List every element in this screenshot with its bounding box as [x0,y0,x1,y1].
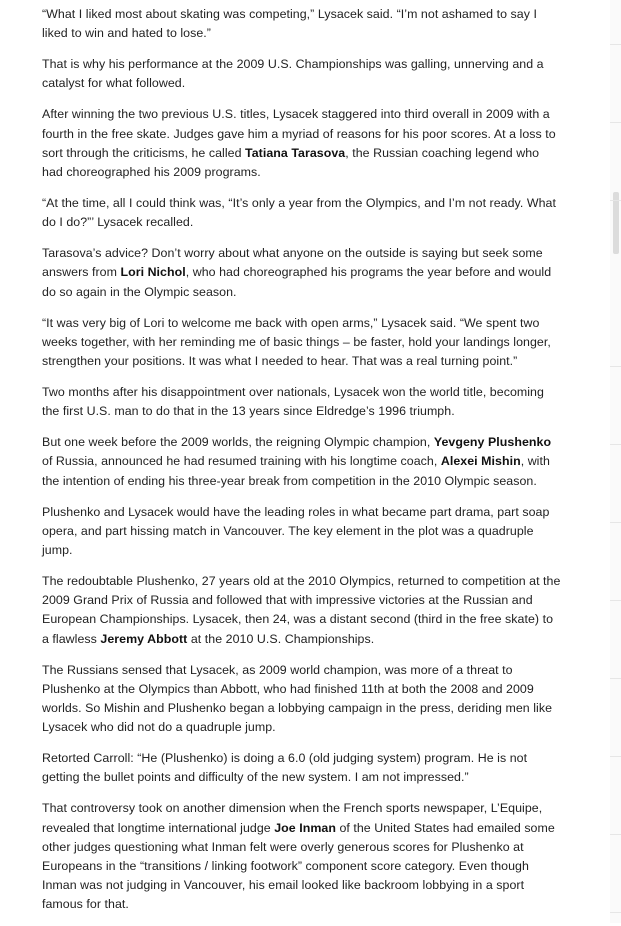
rail-divider [610,522,621,523]
text-run: But one week before the 2009 worlds, the reigning Olympic champion, [42,435,434,450]
text-run: , the Russian coaching legend who had choreographed his 2009 programs. [42,145,540,180]
paragraph [42,799,562,914]
rail-divider [610,678,621,679]
person-name: Alexei Mishin [440,454,521,469]
rail-divider [610,366,621,367]
paragraph [42,503,562,561]
rail-divider [610,44,621,45]
text-run: of Russia, announced he had resumed training with his longtime coach, [42,454,441,469]
paragraph [42,244,562,302]
text-run: “It was very big of Lori to welcome me back with open arms,” Lysacek said. “We spent two weeks together, with her reminding me of basic things – be faster, hold your landings longer, strengthen your positions. It was what I needed to hear. That was a real turning point.” [42,315,551,369]
rail-divider [610,912,621,913]
side-rail [610,0,621,923]
person-name: Jeremy Abbott [100,631,188,646]
person-name: Joe Inman [274,820,336,835]
rail-divider [610,834,621,835]
text-run: , who had choreographed his programs the year before and would do so again in the Olympic season. [42,265,552,299]
paragraph [42,314,562,372]
text-run: , with the intention of ending his three-year break from competition in the 2010 Olympic season. [42,454,550,488]
paragraph [42,749,562,787]
paragraph [42,433,562,491]
paragraph [42,572,562,649]
paragraph [42,661,562,738]
paragraph [42,194,562,232]
rail-divider [610,200,621,201]
text-run: of the United States had emailed some other judges questioning what Inman felt were overly generous scores for Plushenko at Europeans in the “transitions / linking footwork” component score category. Even though Inman was not judging in Vancouver, his email looked like backroom lobbying in a sport famous for that. [42,820,555,912]
text-run: Tarasova’s advice? Don’t worry about what anyone on the outside is saying but seek some answers from [42,246,543,280]
text-run: That is why his performance at the 2009 U.S. Championships was galling, unnerving and a catalyst for what followed. [42,57,544,91]
text-run: at the 2010 U.S. Championships. [187,631,375,646]
rail-divider [610,122,621,123]
paragraph [42,55,562,93]
text-run: That controversy took on another dimension when the French sports newspaper, L’Equipe, revealed that longtime international judge [42,801,543,835]
text-run: After winning the two previous U.S. titles, Lysacek staggered into third overall in 2009 with a fourth in the free skate. Judges gave him a myriad of reasons for his poor scores. At a loss to sort through the criticisms, he called [42,107,556,160]
text-run: The Russians sensed that Lysacek, as 2009 world champion, was more of a threat to Plushenko at the Olympics than Abbott, who had finished 11th at both the 2008 and 2009 worlds. So Mishin and Plushenko began a lobbying campaign in the press, deriding men like Lysacek who did not do a quadruple jump. [42,662,553,735]
text-run: Two months after his disappointment over nationals, Lysacek won the world title, becoming the first U.S. man to do that in the 13 years since Eldredge’s 1996 triumph. [42,385,544,419]
rail-divider [610,756,621,757]
rail-divider [610,600,621,601]
person-name: Tatiana Tarasova [245,145,346,160]
paragraph [42,5,562,43]
paragraph [42,383,562,421]
paragraph [42,105,562,182]
text-run: The redoubtable Plushenko, 27 years old at the 2010 Olympics, returned to competition at the 2009 Grand Prix of Russia and followed that with impressive victories at the Russian and European Championships. Lysacek, then 24, was a distant second (third in the free skate) to a flawless [42,574,561,646]
rail-divider [610,444,621,445]
text-run: “What I liked most about skating was competing,” Lysacek said. “I’m not ashamed to say I liked to win and hated to lose.” [42,7,537,41]
text-run: Retorted Carroll: “He (Plushenko) is doing a 6.0 (old judging system) program. He is not getting the bullet points and difficulty of the new system. I am not impressed.” [42,751,528,785]
person-name: Lori Nichol [120,265,186,280]
person-name: Yevgeny Plushenko [433,435,552,450]
text-run: Plushenko and Lysacek would have the leading roles in what became part drama, part soap opera, and part hissing match in Vancouver. The key element in the plot was a quadruple jump. [42,504,550,558]
article-body [42,5,562,926]
text-run: “At the time, all I could think was, “It’s only a year from the Olympics, and I’m not ready. What do I do?”’ Lysacek recalled. [42,196,556,230]
scroll-thumb[interactable] [613,192,619,254]
